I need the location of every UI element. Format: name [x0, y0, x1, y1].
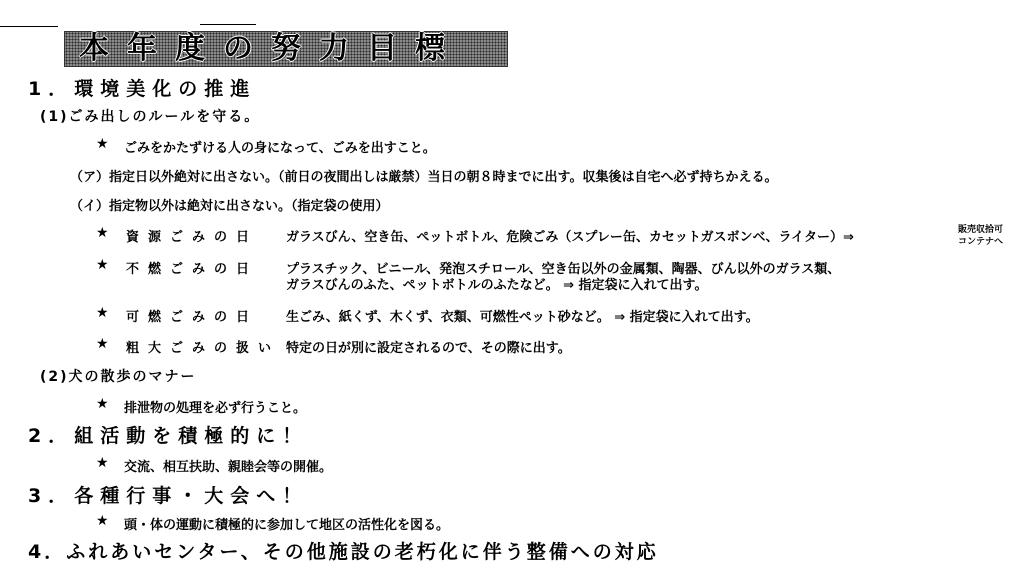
- category-nonburnable-name: 不燃ごみの日: [126, 262, 259, 277]
- category-burnable-text: 生ごみ、紙くず、木くず、衣類、可燃性ペット砂など。 ⇒ 指定袋に入れて出す。: [286, 310, 759, 325]
- subsection-2-heading: (2)犬の散歩のマナー: [40, 369, 197, 385]
- star-bullet: ★: [96, 225, 109, 241]
- category-burnable-name: 可燃ごみの日: [126, 310, 259, 325]
- top-rule-left: [0, 26, 58, 27]
- section-3-heading: 3．各種行事・大会へ！: [28, 485, 309, 507]
- category-nonburnable-line-2: ガラスびんのふた、ペットボトルのふたなど。 ⇒ 指定袋に入れて出す。: [286, 278, 708, 293]
- top-rule-right: [200, 24, 256, 25]
- rule-i: （イ）指定物以外は絶対に出さない。（指定袋の使用）: [70, 199, 389, 214]
- page-title-box: [64, 31, 508, 67]
- category-recyclable-text: ガラスびん、空き缶、ペットボトル、危険ごみ（スプレー缶、カセットガスボンベ、ライター）⇒: [286, 230, 854, 245]
- star-bullet: ★: [96, 513, 109, 529]
- section-4-heading: 4．ふれあいセンター、その他施設の老朽化に伴う整備への対応: [28, 541, 659, 563]
- star-bullet: ★: [96, 455, 109, 471]
- section-2-star-text: 交流、相互扶助、親睦会等の開催。: [124, 460, 333, 475]
- category-recyclable-name: 資源ごみの日: [126, 230, 259, 245]
- category-recyclable-note-1: 販売収拾可: [958, 225, 1004, 235]
- section-1-heading: 1．環境美化の推進: [28, 78, 257, 100]
- subsection-1-heading: (1)ごみ出しのルールを守る。: [40, 109, 261, 125]
- star-bullet: ★: [96, 257, 109, 273]
- category-bulky-name: 粗大ごみの扱い: [126, 341, 281, 356]
- section-2-heading: 2．組活動を積極的に！: [28, 425, 309, 447]
- category-recyclable-note-2: コンテナへ: [958, 237, 1004, 247]
- category-nonburnable-line-1: プラスチック、ビニール、発泡スチロール、空き缶以外の金属類、陶器、びん以外のガラス類、: [286, 262, 841, 277]
- page-title: 本年度の努力目標: [79, 31, 463, 66]
- star-bullet: ★: [96, 136, 109, 152]
- star-bullet: ★: [96, 396, 109, 412]
- section-3-star-text: 頭・体の運動に積極的に参加して地区の活性化を図る。: [124, 518, 450, 533]
- rule-a: （ア）指定日以外絶対に出さない。（前日の夜間出しは厳禁）当日の朝８時までに出す。収集後は自宅へ必ず持ちかえる。: [70, 170, 778, 185]
- subsection-2-star-text: 排泄物の処理を必ず行うこと。: [124, 401, 307, 416]
- subsection-1-star-text: ごみをかたずける人の身になって、ごみを出すこと。: [124, 141, 436, 156]
- star-bullet: ★: [96, 305, 109, 321]
- category-bulky-text: 特定の日が別に設定されるので、その際に出す。: [286, 341, 571, 356]
- star-bullet: ★: [96, 336, 109, 352]
